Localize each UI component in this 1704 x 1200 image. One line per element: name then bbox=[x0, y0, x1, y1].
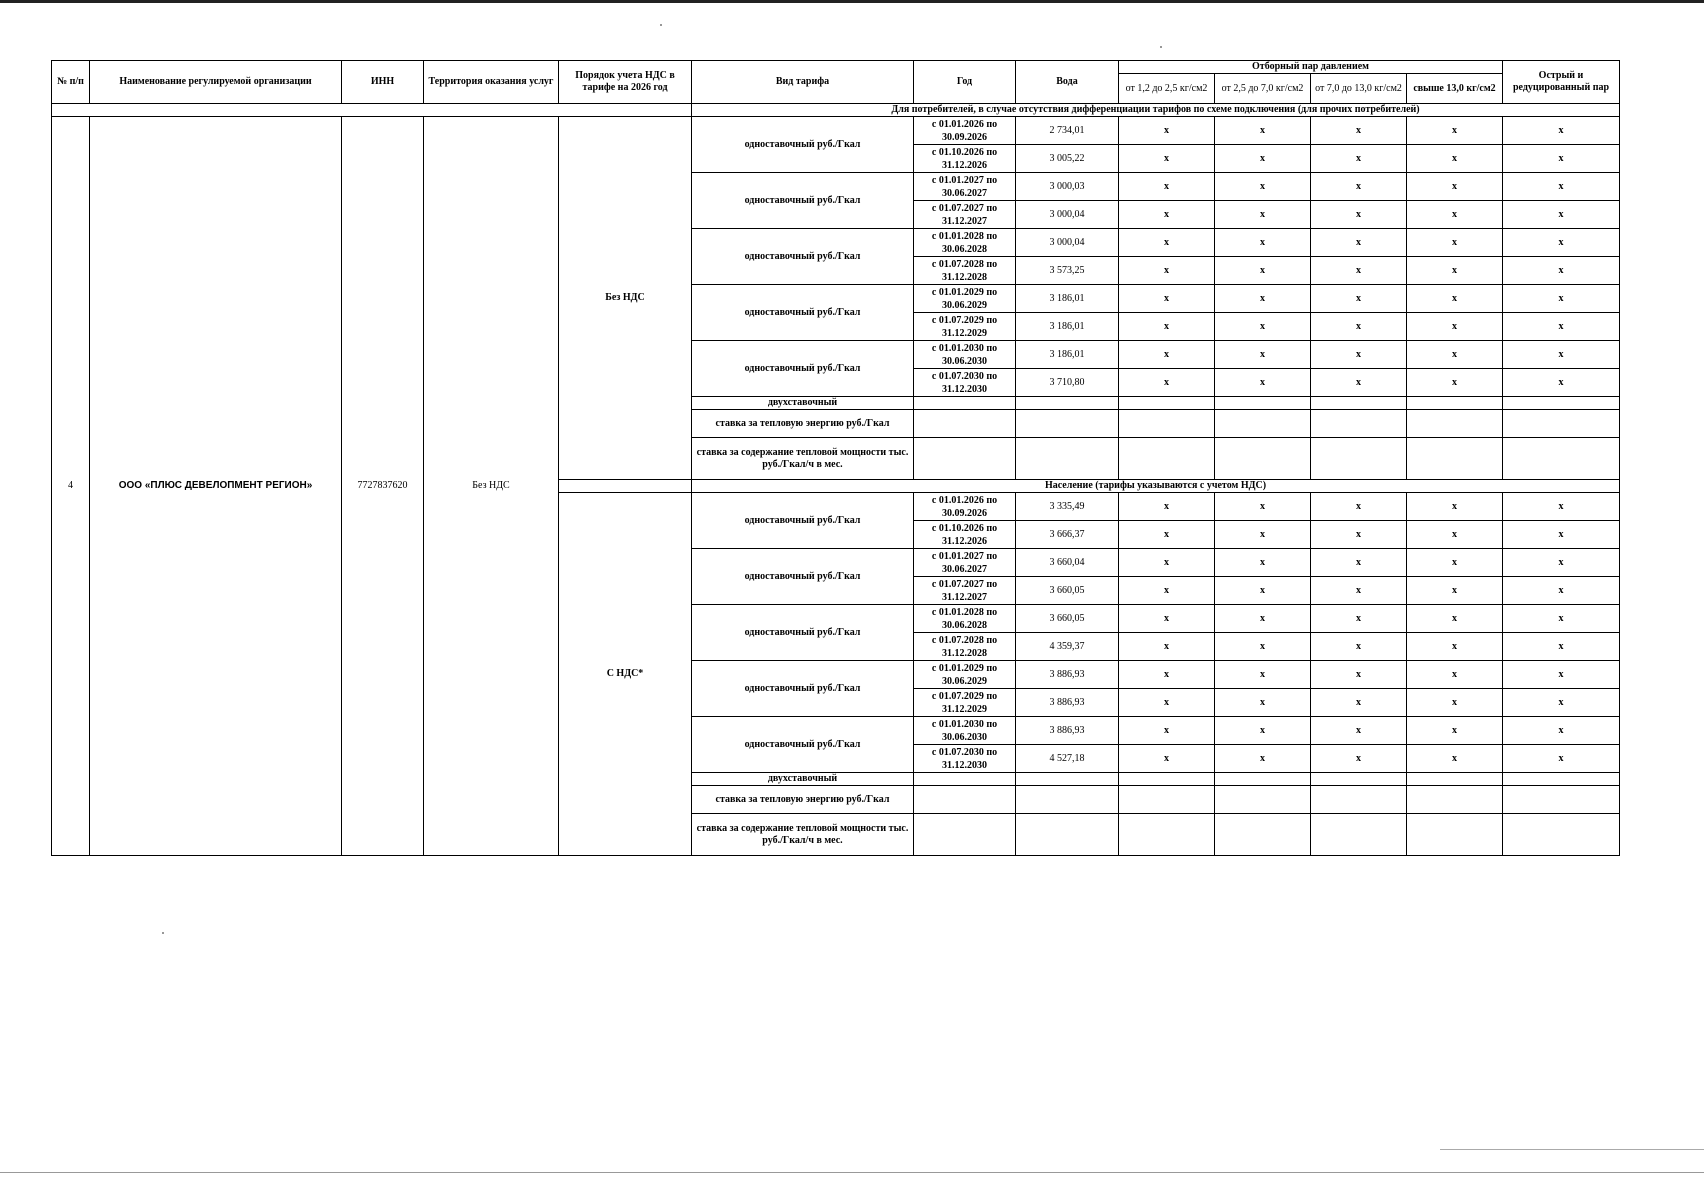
mark-cell: x bbox=[1215, 369, 1311, 397]
empty-cell bbox=[1215, 814, 1311, 856]
capacity-rate-label: ставка за содержание тепловой мощности тыс. руб./Гкал/ч в мес. bbox=[692, 438, 914, 480]
mark-cell: x bbox=[1503, 145, 1620, 173]
period-cell: с 01.01.2028 по 30.06.2028 bbox=[914, 605, 1016, 633]
mark-cell: x bbox=[1215, 341, 1311, 369]
mark-cell: x bbox=[1311, 229, 1407, 257]
tariff-table bbox=[51, 60, 1620, 856]
mark-cell: x bbox=[1407, 745, 1503, 773]
mark-cell: x bbox=[1407, 549, 1503, 577]
mark-cell: x bbox=[1503, 341, 1620, 369]
mark-cell: x bbox=[1503, 313, 1620, 341]
tariff-type-single: одноставочный руб./Гкал bbox=[692, 717, 914, 773]
empty-cell bbox=[1407, 410, 1503, 438]
mark-cell: x bbox=[1503, 117, 1620, 145]
empty-cell bbox=[1016, 410, 1119, 438]
header-steam-2: от 2,5 до 7,0 кг/см2 bbox=[1215, 74, 1311, 104]
empty-cell bbox=[1119, 786, 1215, 814]
mark-cell: x bbox=[1407, 257, 1503, 285]
mark-cell: x bbox=[1407, 369, 1503, 397]
water-value: 3 886,93 bbox=[1016, 661, 1119, 689]
section-title: Для потребителей, в случае отсутствия дифференциации тарифов по схеме подключения (для прочих потребителей) bbox=[692, 104, 1620, 117]
mark-cell: x bbox=[1215, 145, 1311, 173]
water-value: 4 359,37 bbox=[1016, 633, 1119, 661]
mark-cell: x bbox=[1503, 173, 1620, 201]
mark-cell: x bbox=[1119, 717, 1215, 745]
header-row bbox=[52, 61, 1620, 74]
header-steam-group: Отборный пар давлением bbox=[1119, 61, 1503, 74]
empty-cell bbox=[1215, 786, 1311, 814]
mark-cell: x bbox=[1503, 201, 1620, 229]
period-cell: с 01.01.2030 по 30.06.2030 bbox=[914, 341, 1016, 369]
mark-cell: x bbox=[1311, 341, 1407, 369]
tariff-type-single: одноставочный руб./Гкал bbox=[692, 173, 914, 229]
mark-cell: x bbox=[1407, 117, 1503, 145]
mark-cell: x bbox=[1503, 577, 1620, 605]
empty-cell bbox=[914, 438, 1016, 480]
mark-cell: x bbox=[1119, 341, 1215, 369]
empty-cell bbox=[1016, 397, 1119, 410]
period-cell: с 01.01.2026 по 30.09.2026 bbox=[914, 117, 1016, 145]
mark-cell: x bbox=[1311, 633, 1407, 661]
org-inn: 7727837620 bbox=[342, 117, 424, 856]
empty-cell bbox=[1119, 438, 1215, 480]
mark-cell: x bbox=[1407, 341, 1503, 369]
water-value: 3 000,04 bbox=[1016, 229, 1119, 257]
empty-cell bbox=[1016, 814, 1119, 856]
mark-cell: x bbox=[1407, 521, 1503, 549]
water-value: 3 335,49 bbox=[1016, 493, 1119, 521]
mark-cell: x bbox=[1119, 745, 1215, 773]
mark-cell: x bbox=[1119, 257, 1215, 285]
mark-cell: x bbox=[1407, 201, 1503, 229]
mark-cell: x bbox=[1119, 285, 1215, 313]
mark-cell: x bbox=[1215, 633, 1311, 661]
scan-bottom-edge-secondary bbox=[1440, 1149, 1704, 1150]
period-cell: с 01.10.2026 по 31.12.2026 bbox=[914, 521, 1016, 549]
empty-cell bbox=[1119, 814, 1215, 856]
section-title-spacer bbox=[52, 104, 692, 117]
scan-speck bbox=[162, 932, 164, 934]
empty-cell bbox=[1119, 397, 1215, 410]
water-value: 3 886,93 bbox=[1016, 717, 1119, 745]
header-territory: Территория оказания услуг bbox=[424, 61, 559, 104]
water-value: 3 573,25 bbox=[1016, 257, 1119, 285]
mark-cell: x bbox=[1407, 717, 1503, 745]
empty-cell bbox=[1503, 814, 1620, 856]
mark-cell: x bbox=[1311, 717, 1407, 745]
mark-cell: x bbox=[1215, 661, 1311, 689]
empty-cell bbox=[1503, 397, 1620, 410]
empty-cell bbox=[1119, 410, 1215, 438]
scan-speck bbox=[1160, 46, 1162, 48]
mark-cell: x bbox=[1311, 521, 1407, 549]
empty-cell bbox=[1215, 438, 1311, 480]
mark-cell: x bbox=[1119, 605, 1215, 633]
water-value: 3 710,80 bbox=[1016, 369, 1119, 397]
mark-cell: x bbox=[1503, 493, 1620, 521]
mark-cell: x bbox=[1503, 285, 1620, 313]
period-cell: с 01.01.2027 по 30.06.2027 bbox=[914, 549, 1016, 577]
mark-cell: x bbox=[1215, 521, 1311, 549]
mark-cell: x bbox=[1215, 689, 1311, 717]
mark-cell: x bbox=[1503, 605, 1620, 633]
mark-cell: x bbox=[1407, 285, 1503, 313]
mark-cell: x bbox=[1119, 577, 1215, 605]
capacity-rate-label: ставка за содержание тепловой мощности тыс. руб./Гкал/ч в мес. bbox=[692, 814, 914, 856]
period-cell: с 01.07.2027 по 31.12.2027 bbox=[914, 201, 1016, 229]
water-value: 3 666,37 bbox=[1016, 521, 1119, 549]
period-cell: с 01.07.2029 по 31.12.2029 bbox=[914, 313, 1016, 341]
scan-speck bbox=[660, 24, 662, 26]
mark-cell: x bbox=[1503, 521, 1620, 549]
energy-rate-label: ставка за тепловую энергию руб./Гкал bbox=[692, 786, 914, 814]
mark-cell: x bbox=[1119, 549, 1215, 577]
empty-cell bbox=[1016, 438, 1119, 480]
mark-cell: x bbox=[1503, 549, 1620, 577]
mark-cell: x bbox=[1119, 173, 1215, 201]
empty-cell bbox=[914, 814, 1016, 856]
empty-cell bbox=[1215, 397, 1311, 410]
mark-cell: x bbox=[1311, 689, 1407, 717]
tariff-type-single: одноставочный руб./Гкал bbox=[692, 549, 914, 605]
period-cell: с 01.07.2029 по 31.12.2029 bbox=[914, 689, 1016, 717]
mark-cell: x bbox=[1215, 117, 1311, 145]
water-value: 3 186,01 bbox=[1016, 341, 1119, 369]
water-value: 3 186,01 bbox=[1016, 285, 1119, 313]
empty-cell bbox=[1016, 786, 1119, 814]
mark-cell: x bbox=[1311, 173, 1407, 201]
empty-cell bbox=[1119, 773, 1215, 786]
period-cell: с 01.01.2026 по 30.09.2026 bbox=[914, 493, 1016, 521]
tariff-type-single: одноставочный руб./Гкал bbox=[692, 661, 914, 717]
empty-cell bbox=[1503, 786, 1620, 814]
mark-cell: x bbox=[1119, 145, 1215, 173]
mark-cell: x bbox=[1311, 577, 1407, 605]
empty-cell bbox=[1311, 814, 1407, 856]
mark-cell: x bbox=[1119, 229, 1215, 257]
mark-cell: x bbox=[1407, 313, 1503, 341]
mark-cell: x bbox=[1215, 173, 1311, 201]
empty-cell bbox=[1503, 410, 1620, 438]
mark-cell: x bbox=[1503, 633, 1620, 661]
mark-cell: x bbox=[1311, 145, 1407, 173]
period-cell: с 01.01.2027 по 30.06.2027 bbox=[914, 173, 1016, 201]
header-num: № п/п bbox=[52, 61, 90, 104]
tariff-type-single: одноставочный руб./Гкал bbox=[692, 493, 914, 549]
scan-bottom-edge bbox=[0, 1172, 1704, 1173]
water-value: 3 005,22 bbox=[1016, 145, 1119, 173]
mark-cell: x bbox=[1407, 145, 1503, 173]
tariff-type-single: одноставочный руб./Гкал bbox=[692, 285, 914, 341]
header-inn: ИНН bbox=[342, 61, 424, 104]
data-row bbox=[52, 117, 1620, 145]
mark-cell: x bbox=[1119, 313, 1215, 341]
tariff-type-single: одноставочный руб./Гкал bbox=[692, 117, 914, 173]
org-num: 4 bbox=[52, 117, 90, 856]
empty-cell bbox=[914, 773, 1016, 786]
scan-top-edge bbox=[0, 0, 1704, 3]
mark-cell: x bbox=[1311, 257, 1407, 285]
empty-cell bbox=[1407, 814, 1503, 856]
mark-cell: x bbox=[1503, 717, 1620, 745]
mark-cell: x bbox=[1407, 605, 1503, 633]
header-steam-3: от 7,0 до 13,0 кг/см2 bbox=[1311, 74, 1407, 104]
org-territory: Без НДС bbox=[424, 117, 559, 856]
mark-cell: x bbox=[1119, 521, 1215, 549]
empty-cell bbox=[1311, 786, 1407, 814]
water-value: 2 734,01 bbox=[1016, 117, 1119, 145]
water-value: 3 000,03 bbox=[1016, 173, 1119, 201]
mark-cell: x bbox=[1119, 369, 1215, 397]
period-cell: с 01.01.2029 по 30.06.2029 bbox=[914, 661, 1016, 689]
water-value: 3 886,93 bbox=[1016, 689, 1119, 717]
tariff-type-two-part: двухставочный bbox=[692, 397, 914, 410]
header-steam-1: от 1,2 до 2,5 кг/см2 bbox=[1119, 74, 1215, 104]
water-value: 3 186,01 bbox=[1016, 313, 1119, 341]
mark-cell: x bbox=[1311, 285, 1407, 313]
period-cell: с 01.07.2030 по 31.12.2030 bbox=[914, 369, 1016, 397]
mark-cell: x bbox=[1407, 633, 1503, 661]
mark-cell: x bbox=[1503, 369, 1620, 397]
section-title-row bbox=[52, 104, 1620, 117]
empty-cell bbox=[1407, 438, 1503, 480]
mark-cell: x bbox=[1407, 577, 1503, 605]
header-org-name: Наименование регулируемой организации bbox=[90, 61, 342, 104]
mark-cell: x bbox=[1215, 285, 1311, 313]
mark-cell: x bbox=[1503, 257, 1620, 285]
mark-cell: x bbox=[1215, 745, 1311, 773]
period-cell: с 01.07.2028 по 31.12.2028 bbox=[914, 633, 1016, 661]
header-year: Год bbox=[914, 61, 1016, 104]
period-cell: с 01.10.2026 по 31.12.2026 bbox=[914, 145, 1016, 173]
energy-rate-label: ставка за тепловую энергию руб./Гкал bbox=[692, 410, 914, 438]
section-title-spacer bbox=[559, 480, 692, 493]
period-cell: с 01.07.2027 по 31.12.2027 bbox=[914, 577, 1016, 605]
mark-cell: x bbox=[1503, 661, 1620, 689]
empty-cell bbox=[1311, 397, 1407, 410]
mark-cell: x bbox=[1503, 229, 1620, 257]
empty-cell bbox=[914, 397, 1016, 410]
mark-cell: x bbox=[1503, 689, 1620, 717]
empty-cell bbox=[1016, 773, 1119, 786]
mark-cell: x bbox=[1215, 229, 1311, 257]
water-value: 3 660,05 bbox=[1016, 605, 1119, 633]
period-cell: с 01.01.2028 по 30.06.2028 bbox=[914, 229, 1016, 257]
period-cell: с 01.01.2030 по 30.06.2030 bbox=[914, 717, 1016, 745]
tariff-type-single: одноставочный руб./Гкал bbox=[692, 605, 914, 661]
mark-cell: x bbox=[1311, 117, 1407, 145]
mark-cell: x bbox=[1119, 689, 1215, 717]
empty-cell bbox=[1311, 410, 1407, 438]
empty-cell bbox=[1311, 773, 1407, 786]
tariff-type-single: одноставочный руб./Гкал bbox=[692, 229, 914, 285]
mark-cell: x bbox=[1311, 369, 1407, 397]
water-value: 3 660,05 bbox=[1016, 577, 1119, 605]
empty-cell bbox=[1503, 438, 1620, 480]
tariff-type-two-part: двухставочный bbox=[692, 773, 914, 786]
empty-cell bbox=[1215, 410, 1311, 438]
water-value: 3 660,04 bbox=[1016, 549, 1119, 577]
org-name: ООО «ПЛЮС ДЕВЕЛОПМЕНТ РЕГИОН» bbox=[90, 117, 342, 856]
mark-cell: x bbox=[1503, 745, 1620, 773]
empty-cell bbox=[1503, 773, 1620, 786]
mark-cell: x bbox=[1215, 549, 1311, 577]
mark-cell: x bbox=[1119, 633, 1215, 661]
water-value: 4 527,18 bbox=[1016, 745, 1119, 773]
mark-cell: x bbox=[1407, 661, 1503, 689]
period-cell: с 01.07.2030 по 31.12.2030 bbox=[914, 745, 1016, 773]
empty-cell bbox=[1407, 773, 1503, 786]
mark-cell: x bbox=[1311, 201, 1407, 229]
header-vat-order: Порядок учета НДС в тарифе на 2026 год bbox=[559, 61, 692, 104]
mark-cell: x bbox=[1311, 549, 1407, 577]
mark-cell: x bbox=[1215, 717, 1311, 745]
mark-cell: x bbox=[1119, 201, 1215, 229]
header-sharp-steam: Острый и редуцированный пар bbox=[1503, 61, 1620, 104]
header-water: Вода bbox=[1016, 61, 1119, 104]
empty-cell bbox=[1407, 786, 1503, 814]
empty-cell bbox=[914, 786, 1016, 814]
mark-cell: x bbox=[1311, 661, 1407, 689]
mark-cell: x bbox=[1215, 493, 1311, 521]
mark-cell: x bbox=[1407, 229, 1503, 257]
period-cell: с 01.07.2028 по 31.12.2028 bbox=[914, 257, 1016, 285]
vat-order: С НДС* bbox=[559, 493, 692, 856]
mark-cell: x bbox=[1215, 605, 1311, 633]
section-title: Население (тарифы указываются с учетом НДС) bbox=[692, 480, 1620, 493]
water-value: 3 000,04 bbox=[1016, 201, 1119, 229]
mark-cell: x bbox=[1119, 117, 1215, 145]
mark-cell: x bbox=[1311, 313, 1407, 341]
mark-cell: x bbox=[1215, 257, 1311, 285]
empty-cell bbox=[1407, 397, 1503, 410]
period-cell: с 01.01.2029 по 30.06.2029 bbox=[914, 285, 1016, 313]
mark-cell: x bbox=[1215, 201, 1311, 229]
empty-cell bbox=[914, 410, 1016, 438]
tariff-type-single: одноставочный руб./Гкал bbox=[692, 341, 914, 397]
mark-cell: x bbox=[1119, 493, 1215, 521]
mark-cell: x bbox=[1407, 173, 1503, 201]
mark-cell: x bbox=[1407, 493, 1503, 521]
header-tariff-type: Вид тарифа bbox=[692, 61, 914, 104]
vat-order: Без НДС bbox=[559, 117, 692, 480]
header-steam-4: свыше 13,0 кг/см2 bbox=[1407, 74, 1503, 104]
mark-cell: x bbox=[1311, 745, 1407, 773]
empty-cell bbox=[1215, 773, 1311, 786]
mark-cell: x bbox=[1215, 313, 1311, 341]
mark-cell: x bbox=[1311, 493, 1407, 521]
mark-cell: x bbox=[1407, 689, 1503, 717]
mark-cell: x bbox=[1311, 605, 1407, 633]
mark-cell: x bbox=[1215, 577, 1311, 605]
mark-cell: x bbox=[1119, 661, 1215, 689]
empty-cell bbox=[1311, 438, 1407, 480]
